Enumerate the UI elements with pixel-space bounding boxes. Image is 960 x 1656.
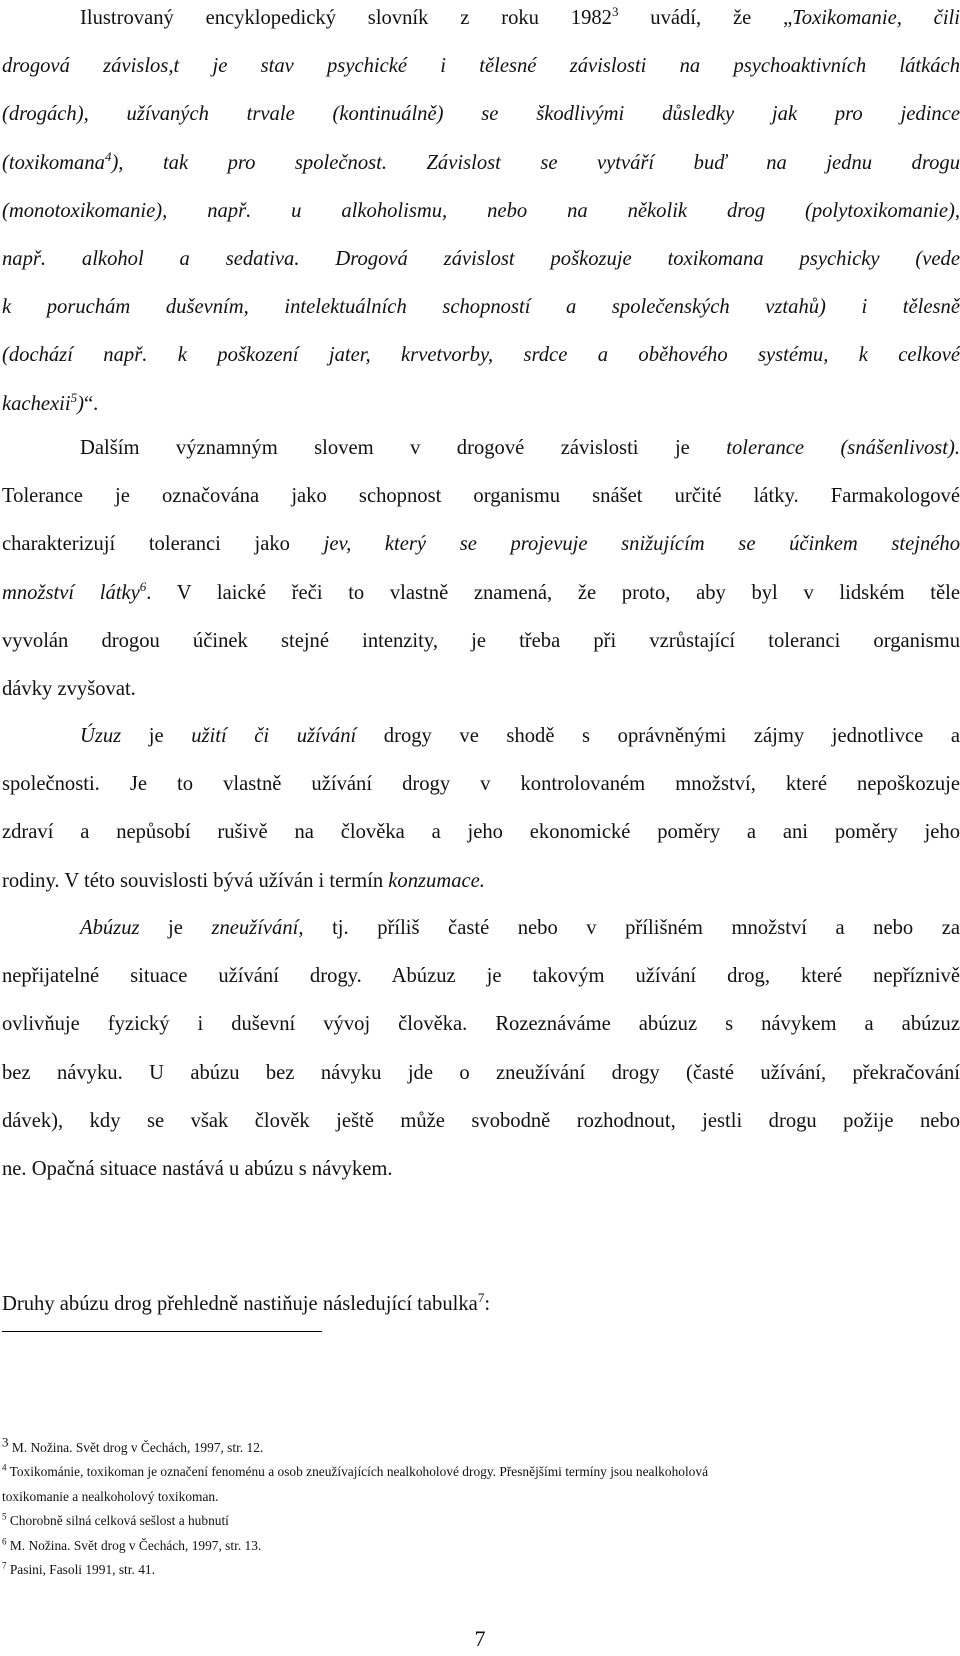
- footnote-ref: 7: [477, 1290, 485, 1306]
- footnote-number: 3: [2, 1434, 9, 1450]
- text-line: k poruchám duševním, intelektuálních schopností a společenských vztahů) i tělesně: [2, 296, 960, 319]
- footnote-item: $^7$ Pasini, Fasoli 1991, str. 41.: [2, 1560, 155, 1578]
- text-line: Ilustrovaný encyklopedický slovník z roku 1982$^3$ uvádí, že „Toxikomanie, čili: [80, 4, 960, 29]
- footnote-number: 4: [2, 1462, 7, 1473]
- text-line: Druhy abúzu drog přehledně nastiňuje následující tabulka$^7$:: [2, 1290, 491, 1315]
- text-line: množství látky$^6$. V laické řeči to vlastně znamená, že proto, aby byl v lidském těle: [2, 578, 960, 604]
- text-line: kachexii$^5$)“.: [2, 389, 99, 415]
- text-line: (dochází např. k poškození jater, krvetvorby, srdce a oběhového systému, k celkové: [2, 344, 960, 367]
- paragraph-toxikomanie-definition: [2, 0, 960, 428]
- footnote-item: $^5$ Chorobně silná celková sešlost a hubnutí: [2, 1511, 229, 1529]
- footnote-number: 7: [2, 1560, 7, 1571]
- paragraph-abuzuz: [2, 904, 960, 1193]
- text-line: Abúzuz je zneužívání, tj. příliš časté nebo v přílišném množství a nebo za: [80, 917, 960, 939]
- footnote-ref: 4: [104, 148, 112, 164]
- footnote-item: $^3$ M. Nožina. Svět drog v Čechách, 1997, str. 12.: [2, 1434, 264, 1455]
- text-line: dávky zvyšovat.: [2, 677, 136, 700]
- text-line: např. alkohol a sedativa. Drogová závislost poškozuje toxikomana psychicky (vede: [2, 247, 960, 270]
- page-number: 7: [474, 1626, 486, 1651]
- footnote-ref: 3: [611, 4, 619, 20]
- text-line: Úzuz je užití či užívání drogy ve shodě s oprávněnými zájmy jednotlivce a: [80, 725, 960, 747]
- footnote-ref: 6: [139, 578, 147, 594]
- footnote-number: 6: [2, 1536, 7, 1547]
- text-line: ne. Opačná situace nastává u abúzu s návykem.: [2, 1157, 393, 1180]
- text-line: společnosti. Je to vlastně užívání drogy v kontrolovaném množství, které nepoškozuje: [2, 773, 960, 796]
- paragraph-uzuz: [2, 712, 960, 905]
- text-line: Tolerance je označována jako schopnost organismu snášet určité látky. Farmakologové: [2, 485, 960, 508]
- text-line: rodiny. V této souvislosti bývá užíván i termín konzumace.: [2, 869, 485, 892]
- footnotes: [2, 1436, 958, 1582]
- text-line: ovlivňuje fyzický i duševní vývoj člověka. Rozeznáváme abúzuz s návykem a abúzuz: [2, 1013, 960, 1036]
- paragraph-table-intro: [2, 1280, 960, 1328]
- text-line: dávek), kdy se však člověk ještě může svobodně rozhodnout, jestli drogu požije nebo: [2, 1109, 960, 1132]
- text-line: (drogách), užívaných trvale (kontinuálně) se škodlivými důsledky jak pro jedince: [2, 103, 960, 126]
- footnote-number: 5: [2, 1511, 7, 1522]
- paragraph-tolerance: [2, 424, 960, 713]
- footnote-separator: [2, 1331, 322, 1332]
- footnote-item: $^4$ Toxikománie, toxikoman je označení fenoménu a osob zneužívajících nealkoholové drogy. Přesnějšími termíny jsou nealkoholová: [2, 1462, 709, 1480]
- text-line: Dalším významným slovem v drogové závislosti je tolerance (snášenlivost).: [80, 437, 960, 459]
- text-line: drogová závislos,t je stav psychické i tělesné závislosti na psychoaktivních látkách: [2, 55, 960, 78]
- text-line: bez návyku. U abúzu bez návyku jde o zneužívání drogy (časté užívání, překračování: [2, 1061, 960, 1084]
- text-line: (monotoxikomanie), např. u alkoholismu, nebo na několik drog (polytoxikomanie),: [2, 199, 960, 222]
- footnote-ref: 5: [70, 389, 78, 405]
- footnote-item: $^6$ M. Nožina. Svět drog v Čechách, 1997, str. 13.: [2, 1536, 262, 1553]
- text-line: nepřijatelné situace užívání drogy. Abúzuz je takovým užívání drog, které nepříznivě: [2, 965, 960, 988]
- text-line: charakterizují toleranci jako jev, který se projevuje snižujícím se účinkem stejného: [2, 533, 960, 556]
- text-line: zdraví a nepůsobí rušivě na člověka a jeho ekonomické poměry a ani poměry jeho: [2, 821, 960, 844]
- footnote-item: toxikomanie a nealkoholový toxikoman.: [2, 1488, 219, 1504]
- text-line: (toxikomana$^4$), tak pro společnost. Závislost se vytváří buď na jednu drogu: [2, 148, 960, 174]
- text-line: vyvolán drogou účinek stejné intenzity, je třeba při vzrůstající toleranci organismu: [2, 629, 960, 652]
